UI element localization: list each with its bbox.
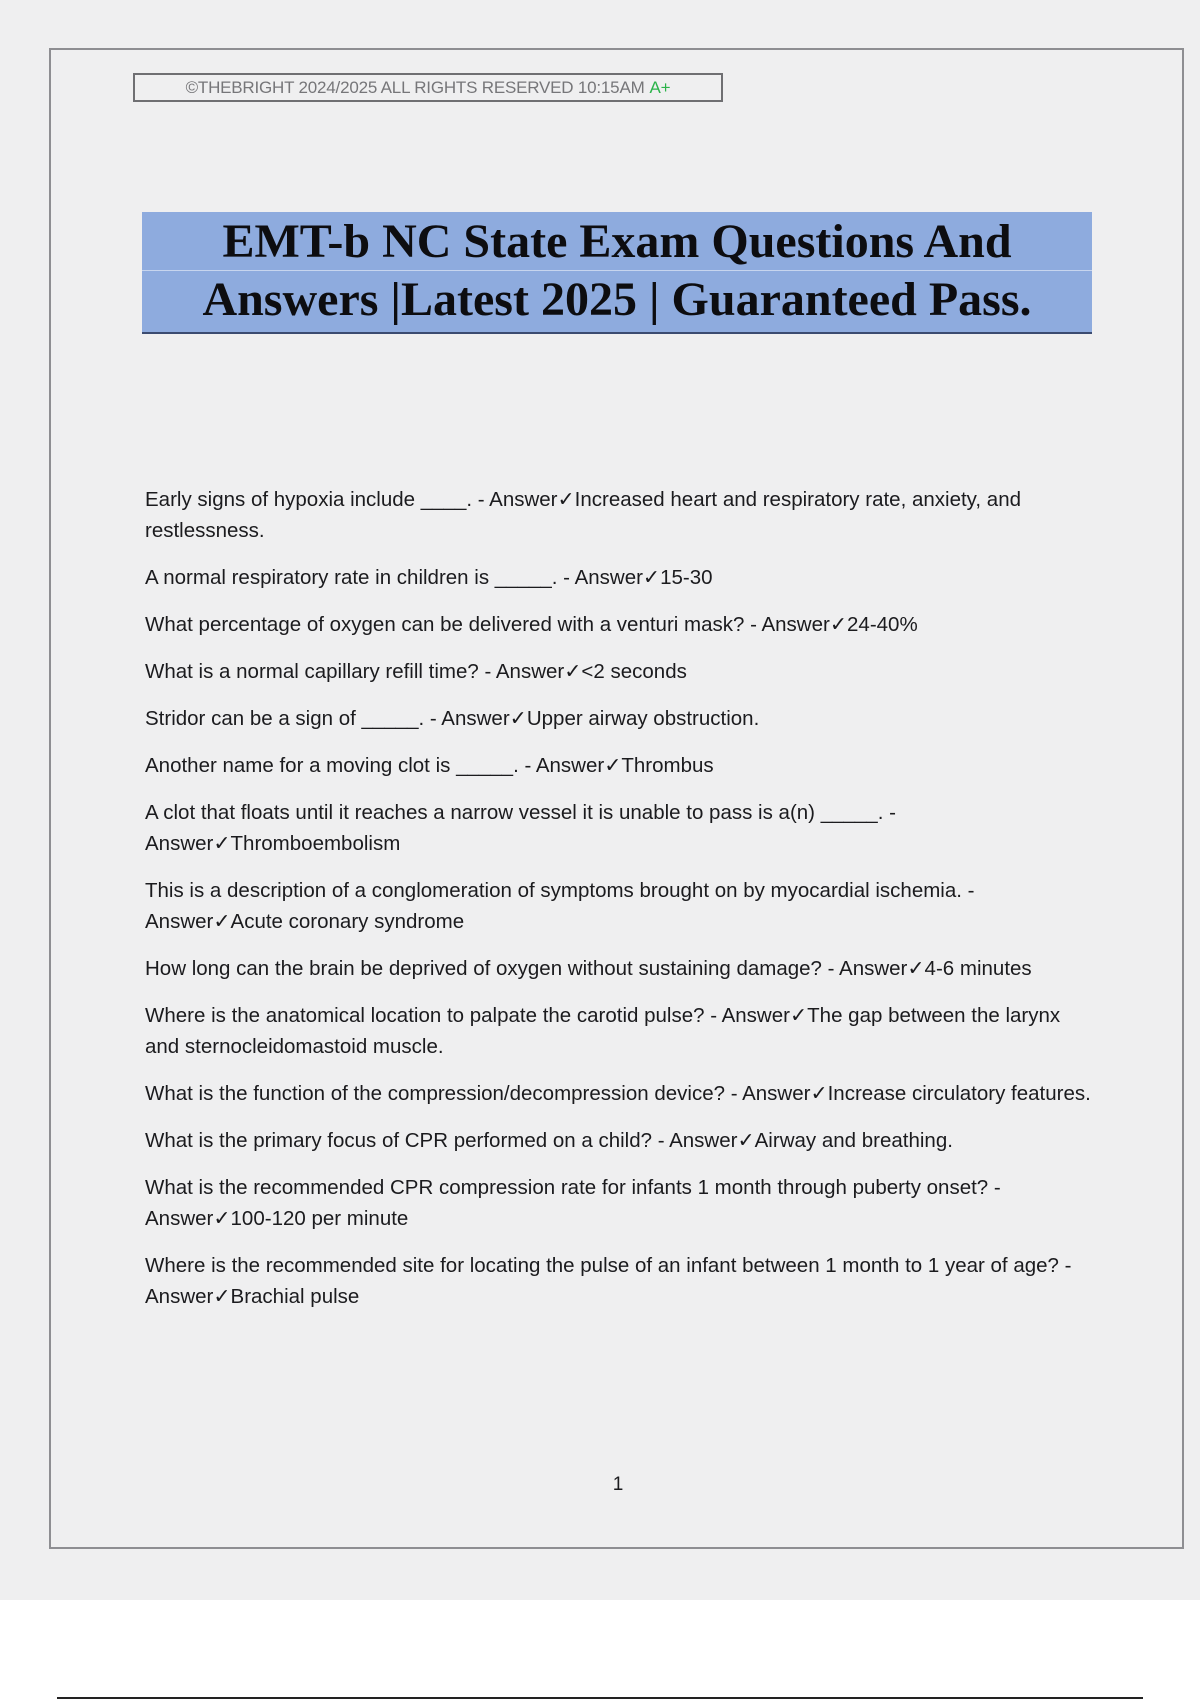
title-banner	[142, 212, 1092, 334]
bottom-divider	[57, 1697, 1143, 1699]
qa-item: What is a normal capillary refill time? - Answer✓<2 seconds	[145, 660, 687, 683]
document-title-line-2: Answers |Latest 2025 | Guaranteed Pass.	[202, 273, 1032, 326]
title-divider	[142, 270, 1092, 271]
qa-item: Stridor can be a sign of _____. - Answer✓Upper airway obstruction.	[145, 707, 760, 730]
qa-item: Where is the recommended site for locating the pulse of an infant between 1 month to 1 year of age? - Answer✓Brachial pulse	[145, 1254, 1072, 1308]
qa-item: A normal respiratory rate in children is _____. - Answer✓15-30	[145, 566, 713, 589]
copyright-text: ©THEBRIGHT 2024/2025 ALL RIGHTS RESERVED 10:15AM	[185, 77, 645, 97]
document-title-line-1: EMT-b NC State Exam Questions And	[222, 215, 1012, 268]
qa-item: Early signs of hypoxia include ____. - Answer✓Increased heart and respiratory rate, anxiety, and restlessness.	[145, 488, 1021, 542]
qa-item: Where is the anatomical location to palpate the carotid pulse? - Answer✓The gap between the larynx and sternocleidomastoid muscle.	[145, 1004, 1061, 1058]
qa-item: How long can the brain be deprived of oxygen without sustaining damage? - Answer✓4-6 minutes	[145, 957, 1032, 980]
qa-item: What is the recommended CPR compression rate for infants 1 month through puberty onset? - Answer✓100-120 per minute	[145, 1176, 1001, 1230]
question-answer-list	[145, 484, 1095, 1328]
copyright-header	[133, 73, 723, 102]
qa-item: What percentage of oxygen can be delivered with a venturi mask? - Answer✓24-40%	[145, 613, 918, 636]
qa-item: Another name for a moving clot is _____. - Answer✓Thrombus	[145, 754, 714, 777]
qa-item: What is the function of the compression/decompression device? - Answer✓Increase circulatory features.	[145, 1082, 1091, 1105]
qa-item: What is the primary focus of CPR performed on a child? - Answer✓Airway and breathing.	[145, 1129, 953, 1152]
grade-badge: A+	[649, 77, 671, 97]
qa-item: This is a description of a conglomeration of symptoms brought on by myocardial ischemia. - Answer✓Acute coronary syndrome	[145, 879, 975, 933]
page-number: 1	[612, 1474, 624, 1495]
qa-item: A clot that floats until it reaches a narrow vessel it is unable to pass is a(n) _____. - Answer✓Thromboembolism	[145, 801, 896, 855]
